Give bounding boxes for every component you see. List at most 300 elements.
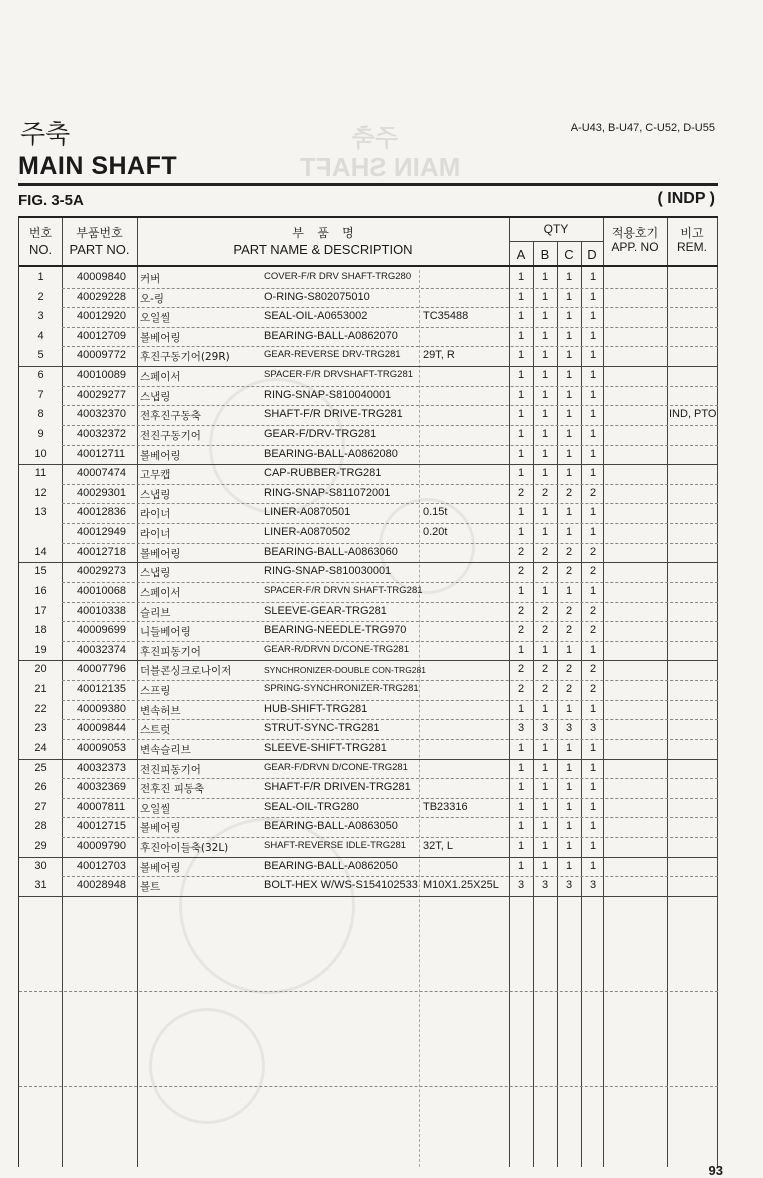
row-number: 14 bbox=[34, 545, 47, 558]
header-qty-a: A bbox=[516, 247, 526, 262]
table-row bbox=[19, 876, 718, 896]
qty-a: 2 bbox=[517, 486, 525, 499]
part-description: SPACER-F/R DRVSHAFT-TRG281 bbox=[264, 369, 414, 381]
table-row bbox=[19, 405, 718, 425]
qty-b: 2 bbox=[541, 624, 549, 637]
row-separator bbox=[62, 405, 718, 406]
qty-c: 2 bbox=[565, 604, 573, 617]
part-name-ko: 볼베어링 bbox=[140, 822, 181, 835]
row-number: 29 bbox=[34, 839, 47, 852]
part-spec: TB23316 bbox=[423, 800, 468, 813]
part-number: 40007474 bbox=[77, 467, 126, 480]
qty-d: 1 bbox=[589, 526, 597, 539]
part-description: LINER-A0870502 bbox=[264, 526, 351, 539]
qty-a: 1 bbox=[517, 388, 525, 401]
row-separator bbox=[62, 876, 718, 877]
part-name-ko: 후진아이들축(32L) bbox=[140, 841, 229, 854]
qty-a: 1 bbox=[517, 859, 525, 872]
row-separator bbox=[62, 700, 718, 701]
table-row bbox=[19, 700, 718, 720]
qty-b: 1 bbox=[541, 467, 549, 480]
qty-c: 1 bbox=[565, 859, 573, 872]
part-description: SEAL-OIL-TRG280 bbox=[264, 800, 359, 813]
part-name-ko: 후진피동기어 bbox=[140, 645, 201, 658]
row-number: 20 bbox=[34, 663, 47, 676]
title-rule bbox=[18, 183, 718, 186]
part-number: 40032370 bbox=[77, 408, 126, 421]
table-row bbox=[19, 366, 718, 386]
part-name-ko: 스냅링 bbox=[140, 488, 171, 501]
row-separator bbox=[62, 523, 718, 524]
qty-c: 1 bbox=[565, 702, 573, 715]
row-number: 3 bbox=[37, 310, 44, 323]
part-description: GEAR-R/DRVN D/CONE-TRG281 bbox=[264, 643, 409, 655]
qty-c: 2 bbox=[565, 545, 573, 558]
qty-a: 2 bbox=[517, 624, 525, 637]
part-description: RING-SNAP-S810030001 bbox=[264, 565, 392, 578]
qty-a: 1 bbox=[517, 643, 525, 656]
part-description: BEARING-BALL-A0863060 bbox=[264, 545, 398, 558]
qty-a: 2 bbox=[517, 565, 525, 578]
row-number: 19 bbox=[34, 643, 47, 656]
part-description: BOLT-HEX W/WS-S154102533 bbox=[264, 879, 418, 892]
header-qty-b: B bbox=[540, 247, 550, 262]
part-spec: 32T, L bbox=[423, 839, 453, 852]
qty-d: 2 bbox=[589, 604, 597, 617]
qty-a: 1 bbox=[517, 800, 525, 813]
qty-d: 1 bbox=[589, 584, 597, 597]
table-row bbox=[19, 817, 718, 837]
part-number: 40032373 bbox=[77, 761, 126, 774]
header-qty: QTY bbox=[543, 222, 569, 236]
part-name-ko: 전후진구동축 bbox=[140, 410, 201, 423]
table-row bbox=[19, 346, 718, 366]
row-separator bbox=[62, 817, 718, 818]
part-number: 40028948 bbox=[77, 879, 126, 892]
qty-a: 1 bbox=[517, 526, 525, 539]
qty-c: 1 bbox=[565, 800, 573, 813]
part-number: 40009772 bbox=[77, 349, 126, 362]
part-number: 40010089 bbox=[77, 369, 126, 382]
qty-c: 1 bbox=[565, 467, 573, 480]
qty-a: 1 bbox=[517, 839, 525, 852]
table-row bbox=[19, 621, 718, 641]
qty-c: 1 bbox=[565, 271, 573, 283]
part-number: 40009790 bbox=[77, 839, 126, 852]
row-separator bbox=[62, 503, 718, 504]
part-description: SHAFT-REVERSE IDLE-TRG281 bbox=[264, 839, 407, 851]
row-number: 9 bbox=[37, 427, 44, 440]
part-name-ko: 스페이서 bbox=[140, 586, 181, 599]
qty-c: 2 bbox=[565, 486, 573, 499]
header-rule bbox=[19, 265, 718, 267]
part-spec: TC35488 bbox=[423, 310, 469, 323]
part-name-ko: 더블콘싱크로나이저 bbox=[140, 665, 232, 678]
table-row bbox=[19, 857, 718, 877]
qty-d: 1 bbox=[589, 290, 597, 303]
group-separator bbox=[19, 366, 718, 367]
table-row bbox=[19, 464, 718, 484]
row-number: 8 bbox=[37, 408, 44, 421]
part-description: CAP-RUBBER-TRG281 bbox=[264, 467, 382, 480]
header-app-ko: 적용호기 bbox=[611, 226, 659, 240]
qty-b: 1 bbox=[541, 329, 549, 342]
qty-b: 1 bbox=[541, 800, 549, 813]
ghost-title-ko: 주축 bbox=[352, 125, 399, 152]
row-number: 5 bbox=[37, 349, 44, 362]
row-separator bbox=[62, 543, 718, 544]
figure-label: FIG. 3-5A bbox=[18, 192, 84, 209]
row-number: 24 bbox=[34, 741, 47, 754]
qty-d: 1 bbox=[589, 781, 597, 794]
group-separator bbox=[19, 896, 718, 897]
qty-d: 2 bbox=[589, 624, 597, 637]
qty-b: 1 bbox=[541, 369, 549, 382]
part-number: 40029277 bbox=[77, 388, 126, 401]
part-number: 40012836 bbox=[77, 506, 126, 519]
page-title-ko: 주축 bbox=[20, 120, 71, 150]
row-number: 30 bbox=[34, 859, 47, 872]
page-number: 93 bbox=[708, 1163, 723, 1178]
qty-c: 1 bbox=[565, 427, 573, 440]
qty-b: 1 bbox=[541, 761, 549, 774]
part-description: BEARING-BALL-A0863050 bbox=[264, 820, 398, 833]
qty-b: 3 bbox=[541, 722, 549, 735]
qty-b: 1 bbox=[541, 290, 549, 303]
qty-d: 2 bbox=[589, 565, 597, 578]
qty-c: 1 bbox=[565, 761, 573, 774]
qty-b: 1 bbox=[541, 526, 549, 539]
part-name-ko: 고무캡 bbox=[140, 469, 171, 482]
qty-b: 1 bbox=[541, 506, 549, 519]
qty-c: 1 bbox=[565, 349, 573, 362]
qty-d: 1 bbox=[589, 408, 597, 421]
part-description: SPACER-F/R DRVN SHAFT-TRG281 bbox=[264, 584, 423, 596]
qty-b: 1 bbox=[541, 643, 549, 656]
part-description: SHAFT-F/R DRIVE-TRG281 bbox=[264, 408, 403, 421]
row-number: 1 bbox=[37, 271, 44, 283]
qty-c: 1 bbox=[565, 584, 573, 597]
part-description: HUB-SHIFT-TRG281 bbox=[264, 702, 368, 715]
part-description: O-RING-S802075010 bbox=[264, 290, 370, 303]
qty-b: 1 bbox=[541, 584, 549, 597]
table-row bbox=[19, 307, 718, 327]
qty-a: 1 bbox=[517, 310, 525, 323]
row-number: 12 bbox=[34, 486, 47, 499]
header-qty-d: D bbox=[587, 247, 597, 262]
qty-c: 2 bbox=[565, 663, 573, 676]
qty-a: 1 bbox=[517, 506, 525, 519]
row-number: 2 bbox=[37, 290, 44, 303]
table-row bbox=[19, 778, 718, 798]
group-separator bbox=[19, 759, 718, 760]
qty-b: 1 bbox=[541, 820, 549, 833]
part-description: SYNCHRONIZER-DOUBLE CON-TRG281 bbox=[264, 665, 426, 676]
row-separator bbox=[62, 798, 718, 799]
part-number: 40010338 bbox=[77, 604, 126, 617]
part-name-ko: 볼베어링 bbox=[140, 547, 181, 560]
ghost-title-en: MAIN SHAFT bbox=[300, 152, 461, 182]
table-row bbox=[19, 288, 718, 308]
qty-b: 2 bbox=[541, 683, 549, 696]
group-separator bbox=[19, 660, 718, 661]
row-number: 7 bbox=[37, 388, 44, 401]
qty-a: 2 bbox=[517, 663, 525, 676]
page-title: MAIN SHAFT bbox=[18, 152, 178, 180]
header-rem: REM. bbox=[677, 240, 707, 254]
part-number: 40009844 bbox=[77, 722, 126, 735]
section-label: ( INDP ) bbox=[657, 190, 715, 207]
part-number: 40007796 bbox=[77, 663, 126, 676]
part-number: 40012920 bbox=[77, 310, 126, 323]
qty-d: 1 bbox=[589, 447, 597, 460]
qty-c: 1 bbox=[565, 310, 573, 323]
part-number: 40010068 bbox=[77, 584, 126, 597]
part-name-ko: 스트럿 bbox=[140, 724, 171, 737]
row-number: 4 bbox=[37, 329, 44, 342]
table-row bbox=[19, 327, 718, 347]
qty-c: 1 bbox=[565, 369, 573, 382]
qty-b: 2 bbox=[541, 604, 549, 617]
row-number: 17 bbox=[34, 604, 47, 617]
part-number: 40012715 bbox=[77, 820, 126, 833]
qty-d: 2 bbox=[589, 663, 597, 676]
part-number: 40029273 bbox=[77, 565, 126, 578]
part-name-ko: 니들베어링 bbox=[140, 626, 191, 639]
qty-c: 1 bbox=[565, 447, 573, 460]
qty-a: 3 bbox=[517, 879, 525, 892]
qty-a: 1 bbox=[517, 741, 525, 754]
qty-c: 1 bbox=[565, 329, 573, 342]
part-name-ko: 커버 bbox=[140, 273, 161, 285]
qty-c: 1 bbox=[565, 643, 573, 656]
qty-a: 2 bbox=[517, 683, 525, 696]
row-separator bbox=[62, 386, 718, 387]
qty-a: 1 bbox=[517, 349, 525, 362]
row-separator bbox=[19, 1086, 718, 1087]
part-description: BEARING-BALL-A0862050 bbox=[264, 859, 398, 872]
qty-a: 1 bbox=[517, 369, 525, 382]
qty-c: 1 bbox=[565, 290, 573, 303]
qty-d: 1 bbox=[589, 839, 597, 852]
table-row bbox=[19, 484, 718, 504]
qty-d: 1 bbox=[589, 741, 597, 754]
part-description: GEAR-F/DRVN D/CONE-TRG281 bbox=[264, 761, 408, 773]
qty-a: 1 bbox=[517, 447, 525, 460]
part-name-ko: 라이너 bbox=[140, 528, 171, 541]
qty-d: 3 bbox=[589, 879, 597, 892]
part-name-ko: 볼베어링 bbox=[140, 331, 181, 344]
part-name-ko: 라이너 bbox=[140, 508, 171, 521]
qty-b: 1 bbox=[541, 447, 549, 460]
qty-d: 1 bbox=[589, 349, 597, 362]
row-separator bbox=[62, 346, 718, 347]
qty-a: 3 bbox=[517, 722, 525, 735]
qty-b: 1 bbox=[541, 310, 549, 323]
row-number: 10 bbox=[34, 447, 47, 460]
row-number: 26 bbox=[34, 781, 47, 794]
qty-b: 3 bbox=[541, 879, 549, 892]
part-description: LINER-A0870501 bbox=[264, 506, 351, 519]
part-name-ko: 오일씰 bbox=[140, 802, 171, 815]
qty-c: 1 bbox=[565, 741, 573, 754]
part-spec: 0.15t bbox=[423, 506, 448, 519]
table-row bbox=[19, 759, 718, 779]
part-description: SHAFT-F/R DRIVEN-TRG281 bbox=[264, 781, 411, 794]
qty-rule bbox=[509, 241, 603, 242]
part-name-ko: 변속슬리브 bbox=[140, 743, 191, 756]
row-separator bbox=[62, 778, 718, 779]
header-no: NO. bbox=[28, 242, 53, 257]
table-row bbox=[19, 425, 718, 445]
qty-d: 1 bbox=[589, 506, 597, 519]
part-name-ko: 오일씰 bbox=[140, 312, 171, 325]
qty-d: 1 bbox=[589, 800, 597, 813]
part-name-ko: 후진구동기어(29R) bbox=[140, 351, 230, 364]
part-description: GEAR-F/DRV-TRG281 bbox=[264, 427, 377, 440]
row-number: 18 bbox=[34, 624, 47, 637]
group-separator bbox=[19, 464, 718, 465]
part-description: SLEEVE-SHIFT-TRG281 bbox=[264, 741, 387, 754]
row-separator bbox=[62, 739, 718, 740]
qty-b: 2 bbox=[541, 545, 549, 558]
table-row bbox=[19, 660, 718, 680]
qty-a: 2 bbox=[517, 545, 525, 558]
row-number: 31 bbox=[34, 879, 47, 892]
qty-a: 1 bbox=[517, 820, 525, 833]
part-number: 40009699 bbox=[77, 624, 126, 637]
qty-c: 1 bbox=[565, 408, 573, 421]
part-description: RING-SNAP-S811072001 bbox=[264, 486, 391, 499]
row-separator bbox=[62, 582, 718, 583]
qty-a: 1 bbox=[517, 702, 525, 715]
row-number: 28 bbox=[34, 820, 47, 833]
header-name-ko: 부 품 명 bbox=[292, 226, 354, 240]
part-name-ko: 전진구동기어 bbox=[140, 429, 201, 442]
qty-b: 1 bbox=[541, 388, 549, 401]
part-number: 40012703 bbox=[77, 859, 126, 872]
qty-d: 1 bbox=[589, 467, 597, 480]
qty-d: 3 bbox=[589, 722, 597, 735]
row-separator bbox=[62, 719, 718, 720]
row-separator bbox=[62, 602, 718, 603]
row-number: 25 bbox=[34, 761, 47, 774]
row-number: 22 bbox=[34, 702, 47, 715]
part-number: 40009840 bbox=[77, 271, 126, 283]
header-no-ko: 번호 bbox=[28, 226, 53, 240]
qty-b: 2 bbox=[541, 663, 549, 676]
part-name-ko: 스프링 bbox=[140, 685, 171, 698]
part-number: 40007811 bbox=[77, 800, 126, 813]
part-number: 40009053 bbox=[77, 741, 126, 754]
qty-c: 3 bbox=[565, 879, 573, 892]
part-number: 40012949 bbox=[77, 526, 126, 539]
table-row bbox=[19, 582, 718, 602]
row-separator bbox=[19, 991, 718, 992]
row-number: 23 bbox=[34, 722, 47, 735]
table-row bbox=[19, 719, 718, 739]
part-name-ko: 스냅링 bbox=[140, 390, 171, 403]
table-row bbox=[19, 739, 718, 759]
part-name-ko: 볼베어링 bbox=[140, 449, 181, 462]
qty-c: 1 bbox=[565, 781, 573, 794]
header-part-no: PART NO. bbox=[69, 242, 130, 257]
qty-c: 2 bbox=[565, 624, 573, 637]
qty-a: 1 bbox=[517, 781, 525, 794]
row-separator bbox=[62, 680, 718, 681]
qty-b: 1 bbox=[541, 859, 549, 872]
qty-d: 1 bbox=[589, 702, 597, 715]
qty-d: 2 bbox=[589, 486, 597, 499]
table-row bbox=[19, 798, 718, 818]
table-row bbox=[19, 523, 718, 543]
part-description: GEAR-REVERSE DRV-TRG281 bbox=[264, 349, 401, 361]
qty-b: 1 bbox=[541, 349, 549, 362]
qty-c: 1 bbox=[565, 839, 573, 852]
qty-a: 1 bbox=[517, 467, 525, 480]
part-number: 40012709 bbox=[77, 329, 126, 342]
row-separator bbox=[62, 837, 718, 838]
background-gear-shape bbox=[149, 1008, 265, 1124]
part-number: 40012718 bbox=[77, 545, 126, 558]
qty-c: 1 bbox=[565, 506, 573, 519]
qty-b: 1 bbox=[541, 741, 549, 754]
part-description: SEAL-OIL-A0653002 bbox=[264, 310, 368, 323]
part-name-ko: 전후진 피동축 bbox=[140, 783, 205, 796]
row-separator bbox=[62, 307, 718, 308]
row-separator bbox=[62, 327, 718, 328]
qty-d: 1 bbox=[589, 271, 597, 283]
table-row bbox=[19, 445, 718, 465]
part-number: 40029228 bbox=[77, 290, 126, 303]
qty-d: 1 bbox=[589, 820, 597, 833]
qty-d: 2 bbox=[589, 683, 597, 696]
part-number: 40032372 bbox=[77, 427, 126, 440]
table-row bbox=[19, 641, 718, 661]
qty-c: 1 bbox=[565, 820, 573, 833]
part-number: 40032374 bbox=[77, 643, 126, 656]
table-row bbox=[19, 602, 718, 622]
part-description: SLEEVE-GEAR-TRG281 bbox=[264, 604, 387, 617]
part-name-ko: 슬리브 bbox=[140, 606, 171, 619]
qty-a: 1 bbox=[517, 408, 525, 421]
qty-b: 1 bbox=[541, 271, 549, 283]
part-description: COVER-F/R DRV SHAFT-TRG280 bbox=[264, 271, 412, 282]
part-description: STRUT-SYNC-TRG281 bbox=[264, 722, 380, 735]
qty-d: 1 bbox=[589, 329, 597, 342]
row-separator bbox=[62, 641, 718, 642]
qty-b: 1 bbox=[541, 839, 549, 852]
qty-a: 1 bbox=[517, 271, 525, 283]
part-spec: 0.20t bbox=[423, 526, 448, 539]
part-description: RING-SNAP-S810040001 bbox=[264, 388, 392, 401]
part-spec: 29T, R bbox=[423, 349, 455, 362]
row-number: 11 bbox=[34, 467, 47, 480]
part-description: BEARING-BALL-A0862080 bbox=[264, 447, 398, 460]
row-number: 13 bbox=[34, 506, 47, 519]
part-description: BEARING-BALL-A0862070 bbox=[264, 329, 398, 342]
qty-d: 1 bbox=[589, 388, 597, 401]
row-number: 6 bbox=[37, 369, 44, 382]
part-name-ko: 볼트 bbox=[140, 881, 161, 894]
qty-b: 1 bbox=[541, 408, 549, 421]
row-number: 21 bbox=[34, 683, 47, 696]
qty-c: 2 bbox=[565, 683, 573, 696]
part-description: BEARING-NEEDLE-TRG970 bbox=[264, 624, 407, 637]
part-name-ko: 볼베어링 bbox=[140, 861, 181, 874]
row-separator bbox=[62, 445, 718, 446]
model-list: A-U43, B-U47, C-U52, D-U55 bbox=[570, 122, 715, 134]
